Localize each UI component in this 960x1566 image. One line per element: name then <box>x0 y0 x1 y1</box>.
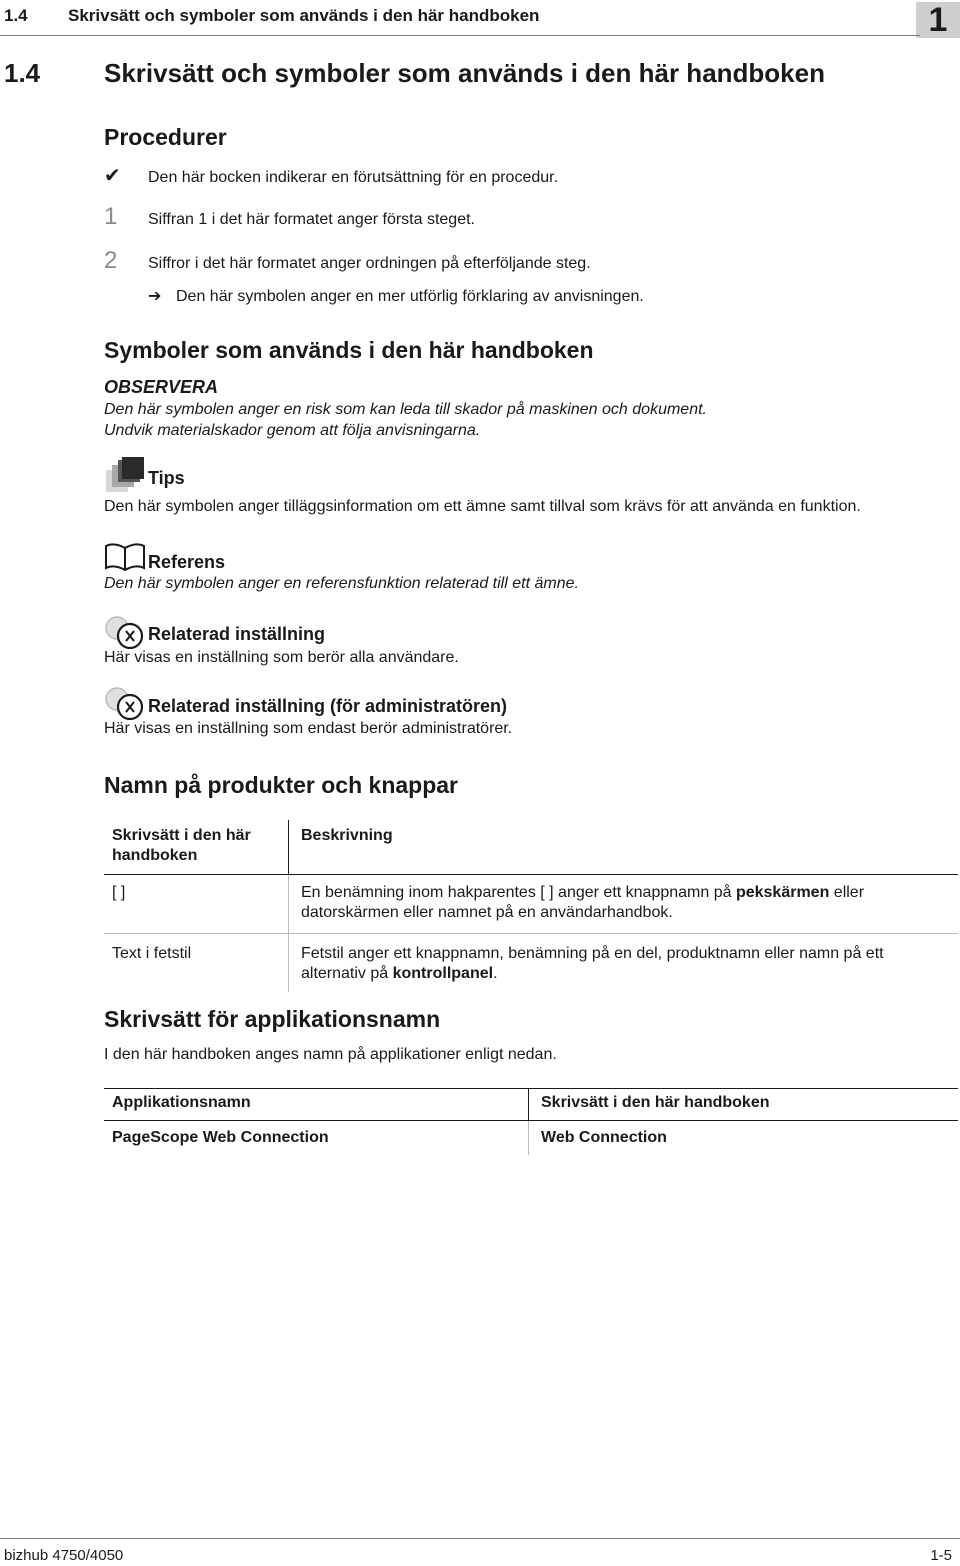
procedure-check-item <box>104 163 558 188</box>
products-row1-description <box>289 875 959 934</box>
procedure-arrow-item <box>148 286 644 306</box>
arrow-text: Den här symbolen anger en mer utförlig förklaring av anvisningen. <box>176 288 644 305</box>
row1-desc-part-b: eller datorskärmen eller namnet på en användarhandbok. <box>301 884 865 921</box>
running-header <box>4 6 539 26</box>
apps-table <box>104 1088 958 1155</box>
apps-col2-header: Skrivsätt i den här handboken <box>529 1089 959 1121</box>
apps-col1-header: Applikationsnamn <box>104 1089 529 1121</box>
related-admin-title: Relaterad inställning (för administratören) <box>148 696 508 716</box>
section-heading <box>4 58 825 89</box>
table-row <box>104 934 958 993</box>
apps-table-header-row <box>104 1089 958 1121</box>
referens-text: Den här symbolen anger en referensfunktion relaterad till ett ämne. <box>104 575 579 592</box>
referens-title: Referens <box>148 552 226 572</box>
footer-model: bizhub 4750/4050 <box>4 1547 124 1564</box>
observera-line-1: Den här symbolen anger en risk som kan leda till skador på maskinen och dokument. <box>104 401 707 418</box>
step-2-marker: 2 <box>104 247 118 274</box>
section-title: Skrivsätt och symboler som används i den här handboken <box>104 58 825 88</box>
step-2-text: Siffror i det här formatet anger ordningen på efterföljande steg. <box>148 255 591 272</box>
observera-line-2: Undvik materialskador genom att följa anvisningarna. <box>104 422 481 439</box>
products-table <box>104 820 958 992</box>
check-text: Den här bocken indikerar en förutsättning för en procedur. <box>148 169 559 186</box>
table-row <box>104 875 958 934</box>
tips-icon <box>104 456 146 496</box>
arrow-right-icon: ➔ <box>148 288 162 305</box>
tips-text: Den här symbolen anger tilläggsinformation om ett ämne samt tillval som krävs för att använda en funktion. <box>104 498 861 515</box>
procedures-heading: Procedurer <box>104 124 227 150</box>
products-heading: Namn på produkter och knappar <box>104 772 459 798</box>
related-setting-icon <box>104 615 146 649</box>
footer-divider <box>0 1538 960 1539</box>
symbols-heading: Symboler som används i den här handboken <box>104 337 594 363</box>
step-1-text: Siffran 1 i det här formatet anger första steget. <box>148 211 475 228</box>
running-header-title: Skrivsätt och symboler som används i den här handboken <box>68 6 540 25</box>
procedure-step-2 <box>104 247 591 275</box>
apps-row1-notation: Web Connection <box>529 1121 959 1156</box>
procedure-step-1 <box>104 203 475 231</box>
tips-title: Tips <box>148 468 185 488</box>
row1-desc-part-a: En benämning inom hakparentes [ ] anger ett knappnamn på <box>301 884 736 901</box>
apps-intro: I den här handboken anges namn på applikationer enligt nedan. <box>104 1046 557 1063</box>
table-row <box>104 1121 958 1156</box>
products-col2-header: Beskrivning <box>289 820 959 875</box>
chapter-number-tab: 1 <box>916 2 960 38</box>
running-header-number: 1.4 <box>4 6 28 25</box>
section-number: 1.4 <box>4 58 41 88</box>
products-row1-notation: [ ] <box>104 875 289 934</box>
header-divider <box>0 35 920 36</box>
book-icon <box>104 542 146 572</box>
row2-desc-part-b: . <box>493 965 498 982</box>
row1-desc-bold: pekskärmen <box>735 884 830 901</box>
products-row2-description <box>289 934 959 993</box>
apps-heading: Skrivsätt för applikationsnamn <box>104 1006 441 1032</box>
related-setting-title: Relaterad inställning <box>148 624 326 644</box>
products-table-header-row <box>104 820 958 875</box>
step-1-marker: 1 <box>104 203 118 230</box>
row2-desc-bold: kontrollpanel <box>392 965 494 982</box>
apps-row1-name: PageScope Web Connection <box>112 1129 329 1146</box>
observera-title: OBSERVERA <box>104 377 219 397</box>
products-col1-header: Skrivsätt i den här handboken <box>104 820 289 875</box>
footer-page-number: 1-5 <box>930 1547 952 1564</box>
products-row2-notation: Text i fetstil <box>112 945 192 962</box>
checkmark-icon: ✔ <box>104 165 121 187</box>
related-admin-text: Här visas en inställning som endast berör administratörer. <box>104 720 513 737</box>
related-admin-setting-icon <box>104 686 146 720</box>
row2-desc-part-a: Fetstil anger ett knappnamn, benämning på en del, produktnamn eller namn på ett alternativ på <box>301 945 884 982</box>
related-setting-text: Här visas en inställning som berör alla användare. <box>104 649 459 666</box>
